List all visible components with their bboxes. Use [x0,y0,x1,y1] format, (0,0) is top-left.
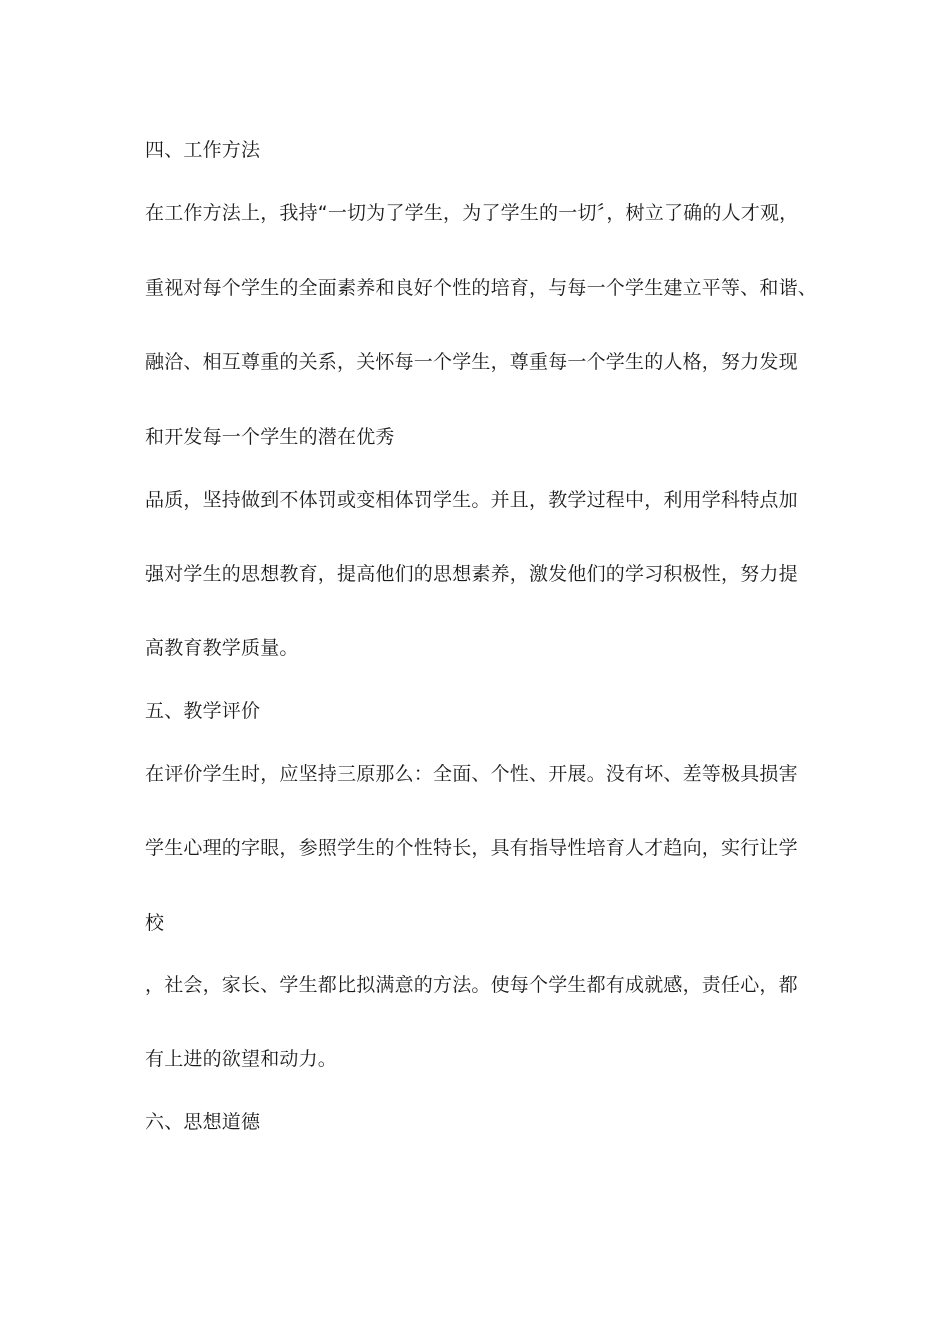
paragraph-line: 强对学生的思想教育，提高他们的思想素养，激发他们的学习积极性，努力提 [145,563,798,585]
paragraph-line: 有上进的欲望和动力。 [145,1048,338,1070]
paragraph-line: 高教育教学质量。 [145,637,299,659]
paragraph-line: 学生心理的字眼，参照学生的个性特长，具有指导性培育人才趋向，实行让学 [145,837,798,859]
paragraph-line: 和开发每一个学生的潜在优秀 [145,426,395,448]
section-heading-ideology-morality: 六、思想道德 [145,1111,261,1133]
paragraph-line: 在工作方法上，我持“一切为了学生，为了学生的一切〞，树立了确的人才观， [145,202,799,224]
paragraph-line: 品质，坚持做到不体罚或变相体罚学生。并且，教学过程中，利用学科特点加 [145,489,798,511]
paragraph-line: ，社会，家长、学生都比拟满意的方法。使每个学生都有成就感，责任心，都 [145,974,798,996]
paragraph-line: 融洽、相互尊重的关系，关怀每一个学生，尊重每一个学生的人格，努力发现 [145,351,798,373]
paragraph-line: 在评价学生时，应坚持三原那么：全面、个性、开展。没有坏、差等极具损害 [145,763,798,785]
section-heading-work-method: 四、工作方法 [145,139,261,161]
paragraph-line: 校 [145,912,165,934]
paragraph-line: 重视对每个学生的全面素养和良好个性的培育，与每一个学生建立平等、和谐、 [145,277,818,299]
section-heading-teaching-evaluation: 五、教学评价 [145,700,261,722]
